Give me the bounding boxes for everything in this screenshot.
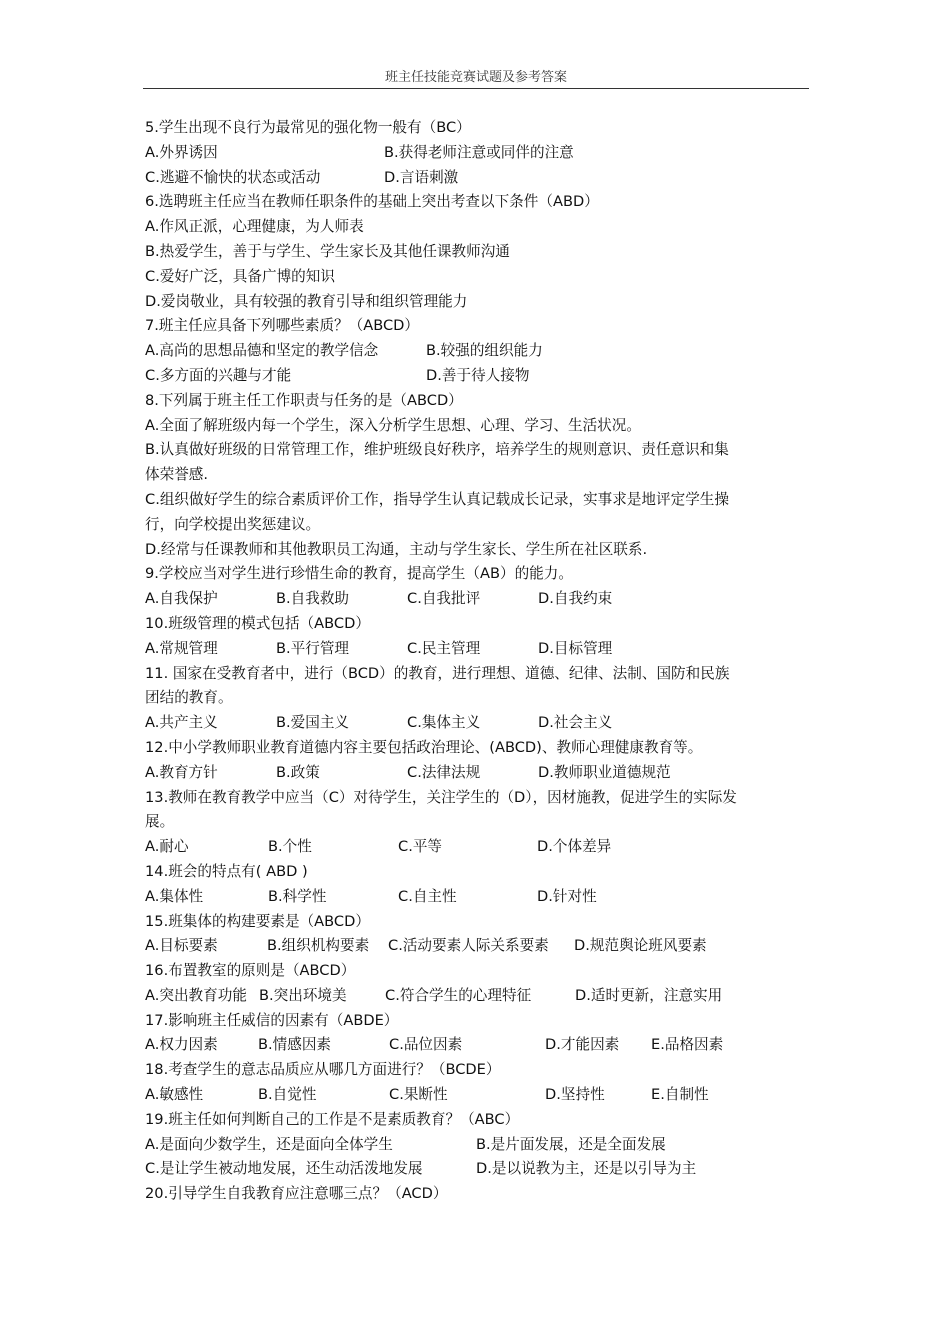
- answer-options-row: [145, 637, 807, 662]
- answer-options-row: [145, 587, 807, 612]
- answer-option: C.果断性: [389, 1086, 448, 1104]
- answer-option: E.品格因素: [651, 1036, 724, 1054]
- question-text-line: 行，向学校提出奖惩建议。: [145, 515, 321, 533]
- answer-option: C.符合学生的心理特征: [385, 986, 532, 1004]
- answer-option: B.获得老师注意或同伴的注意: [384, 143, 574, 161]
- question-text-line: 20.引导学生自我教育应注意哪三点？（ACD）: [145, 1185, 448, 1203]
- answer-options-row: [145, 761, 807, 786]
- answer-option: A.共产主义: [145, 714, 218, 732]
- question-text-line: B.认真做好班级的日常管理工作，维护班级良好秩序，培养学生的规则意识、责任意识和集: [145, 441, 729, 459]
- answer-options-row: [145, 141, 807, 166]
- question-text-line: 展。: [145, 813, 175, 831]
- answer-option: D.个体差异: [537, 838, 612, 856]
- answer-options-row: [145, 934, 807, 959]
- answer-option: E.自制性: [651, 1086, 709, 1104]
- answer-option: B.情感因素: [258, 1036, 332, 1054]
- answer-option: C.自我批评: [407, 590, 481, 608]
- answer-option: A.集体性: [145, 887, 204, 905]
- question-text-line: C.爱好广泛，具备广博的知识: [145, 267, 335, 285]
- answer-option: A.外界诱因: [145, 143, 218, 161]
- answer-option: B.科学性: [268, 887, 327, 905]
- question-text-line: 13.教师在教育教学中应当（C）对待学生，关注学生的（D），因材施教，促进学生的实际发: [145, 788, 737, 806]
- answer-options-row: [145, 166, 807, 191]
- answer-option: C.活动要素人际关系要素: [388, 937, 549, 955]
- question-text-line: A.作风正派，心理健康，为人师表: [145, 218, 364, 236]
- question-text-line: B.热爱学生，善于与学生、学生家长及其他任课教师沟通: [145, 242, 510, 260]
- answer-option: D.自我约束: [538, 590, 613, 608]
- answer-options-row: [145, 984, 807, 1009]
- question-text-line: D.爱岗敬业，具有较强的教育引导和组织管理能力: [145, 292, 468, 310]
- answer-option: A.敏感性: [145, 1086, 204, 1104]
- answer-option: A.常规管理: [145, 639, 218, 657]
- answer-option: C.法律法规: [407, 763, 481, 781]
- answer-options-row: [145, 711, 807, 736]
- answer-option: B.是片面发展，还是全面发展: [476, 1135, 666, 1153]
- answer-option: A.耐心: [145, 838, 189, 856]
- answer-option: D.坚持性: [545, 1086, 605, 1104]
- answer-options-row: [145, 835, 807, 860]
- answer-option: C.多方面的兴趣与才能: [145, 366, 292, 384]
- answer-option: C.品位因素: [389, 1036, 463, 1054]
- answer-option: D.针对性: [537, 887, 597, 905]
- answer-option: D.是以说教为主，还是以引导为主: [476, 1160, 697, 1178]
- question-text-line: A.全面了解班级内每一个学生，深入分析学生思想、心理、学习、生活状况。: [145, 416, 641, 434]
- page-header: 班主任技能竞赛试题及参考答案: [384, 70, 567, 85]
- answer-option: A.权力因素: [145, 1036, 218, 1054]
- question-text-line: 8.下列属于班主任工作职责与任务的是（ABCD）: [145, 391, 463, 409]
- answer-option: C.逃避不愉快的状态或活动: [145, 168, 321, 186]
- header-rule: [143, 88, 809, 89]
- answer-options-row: [145, 1033, 807, 1058]
- question-text-line: 10.班级管理的模式包括（ABCD）: [145, 614, 370, 632]
- answer-option: D.社会主义: [538, 714, 613, 732]
- answer-option: B.突出环境美: [259, 986, 347, 1004]
- answer-option: C.民主管理: [407, 639, 481, 657]
- question-text-line: 14.班会的特点有( ABD ): [145, 862, 308, 880]
- answer-option: D.目标管理: [538, 639, 613, 657]
- question-text-line: 7.班主任应具备下列哪些素质？（ABCD）: [145, 317, 419, 335]
- answer-option: A.目标要素: [145, 937, 218, 955]
- answer-option: B.政策: [276, 763, 320, 781]
- answer-options-row: [145, 364, 807, 389]
- answer-option: B.较强的组织能力: [426, 342, 543, 360]
- answer-options-row: [145, 1157, 807, 1182]
- question-text-line: 团结的教育。: [145, 689, 233, 707]
- answer-option: B.平行管理: [276, 639, 350, 657]
- answer-options-row: [145, 1133, 807, 1158]
- question-text-line: 18.考查学生的意志品质应从哪几方面进行？（BCDE）: [145, 1061, 501, 1079]
- answer-option: D.言语刺激: [384, 168, 459, 186]
- question-text-line: 6.选聘班主任应当在教师任职条件的基础上突出考查以下条件（ABD）: [145, 193, 599, 211]
- answer-option: D.教师职业道德规范: [538, 763, 671, 781]
- answer-option: D.才能因素: [545, 1036, 620, 1054]
- question-text-line: 9.学校应当对学生进行珍惜生命的教育，提高学生（AB）的能力。: [145, 565, 573, 583]
- answer-option: C.集体主义: [407, 714, 481, 732]
- question-text-line: D.经常与任课教师和其他教职员工沟通，主动与学生家长、学生所在社区联系.: [145, 540, 648, 558]
- answer-option: D.善于待人接物: [426, 366, 530, 384]
- question-text-line: 19.班主任如何判断自己的工作是不是素质教育？（ABC）: [145, 1110, 520, 1128]
- question-text-line: 12.中小学教师职业教育道德内容主要包括政治理论、(ABCD)、教师心理健康教育等。: [145, 738, 703, 756]
- answer-option: A.突出教育功能: [145, 986, 247, 1004]
- answer-option: A.教育方针: [145, 763, 218, 781]
- question-text-line: C.组织做好学生的综合素质评价工作，指导学生认真记载成长记录，实事求是地评定学生操: [145, 490, 729, 508]
- answer-option: C.自主性: [398, 887, 457, 905]
- answer-option: B.爱国主义: [276, 714, 350, 732]
- question-text-line: 17.影响班主任威信的因素有（ABDE）: [145, 1011, 399, 1029]
- question-text-line: 11. 国家在受教育者中，进行（BCD）的教育，进行理想、道德、纪律、法制、国防和民族: [145, 664, 730, 682]
- question-text-line: 5.学生出现不良行为最常见的强化物一般有（BC）: [145, 119, 471, 136]
- answer-options-row: [145, 339, 807, 364]
- answer-option: A.自我保护: [145, 590, 218, 608]
- answer-options-row: [145, 1083, 807, 1108]
- answer-option: A.是面向少数学生，还是面向全体学生: [145, 1135, 393, 1153]
- answer-options-row: [145, 885, 807, 910]
- answer-option: C.是让学生被动地发展，还生动活泼地发展: [145, 1160, 423, 1178]
- answer-option: A.高尚的思想品德和坚定的教学信念: [145, 342, 379, 360]
- answer-option: B.自我救助: [276, 590, 350, 608]
- answer-option: D.适时更新，注意实用: [575, 986, 723, 1004]
- answer-option: B.个性: [268, 838, 312, 856]
- answer-option: B.自觉性: [258, 1086, 317, 1104]
- question-text-line: 体荣誉感.: [145, 466, 209, 484]
- question-text-line: 16.布置教室的原则是（ABCD）: [145, 962, 356, 980]
- answer-option: B.组织机构要素: [267, 937, 370, 955]
- document-body: [145, 116, 807, 1207]
- answer-option: C.平等: [398, 838, 443, 856]
- answer-option: D.规范舆论班风要素: [574, 937, 707, 955]
- question-text-line: 15.班集体的构建要素是（ABCD）: [145, 912, 370, 930]
